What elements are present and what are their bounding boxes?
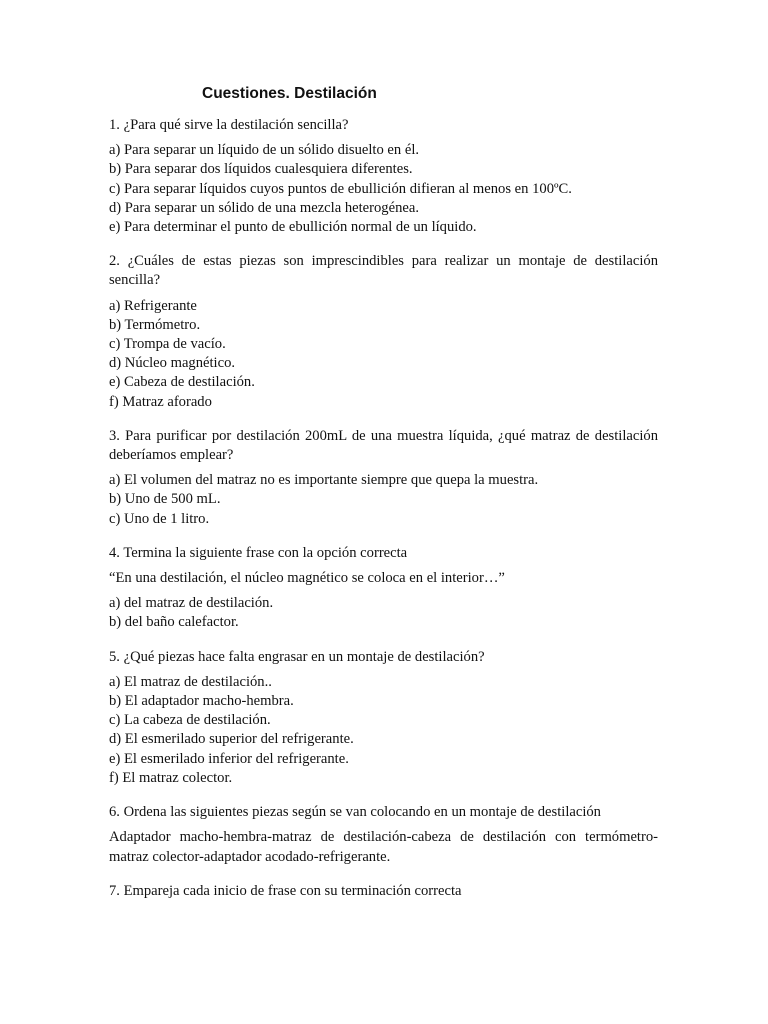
answer-option: e) Para determinar el punto de ebullición normal de un líquido. bbox=[109, 219, 477, 236]
answer-option: c) La cabeza de destilación. bbox=[109, 712, 271, 729]
answer-option: c) Uno de 1 litro. bbox=[109, 510, 210, 527]
question-prompt: 1. ¿Para qué sirve la destilación sencilla? bbox=[109, 117, 349, 133]
answer-option: b) del baño calefactor. bbox=[109, 614, 239, 631]
question-prompt: 3. Para purificar por destilación 200mL de una muestra líquida, ¿qué matraz de destilación deberíamos emplear? bbox=[109, 427, 658, 464]
question-1 bbox=[109, 116, 658, 237]
question-prompt: 5. ¿Qué piezas hace falta engrasar en un montaje de destilación? bbox=[109, 648, 485, 665]
question-prompt: 4. Termina la siguiente frase con la opción correcta bbox=[109, 544, 408, 561]
answer-option: b) Uno de 500 mL. bbox=[109, 491, 221, 508]
answer-option: a) del matraz de destilación. bbox=[109, 595, 274, 612]
answer-option: f) El matraz colector. bbox=[109, 769, 233, 786]
question-4 bbox=[109, 544, 658, 633]
question-5 bbox=[109, 648, 658, 788]
question-3 bbox=[109, 427, 658, 529]
answer-option: e) El esmerilado inferior del refrigerante. bbox=[109, 750, 349, 767]
answer-option: a) Refrigerante bbox=[109, 297, 197, 314]
answer-option: e) Cabeza de destilación. bbox=[109, 374, 255, 391]
question-list bbox=[109, 116, 658, 901]
question-2 bbox=[109, 252, 658, 412]
answer-option: f) Matraz aforado bbox=[109, 393, 212, 410]
answer-option: d) Núcleo magnético. bbox=[109, 355, 236, 372]
answer-option: b) Para separar dos líquidos cualesquiera diferentes. bbox=[109, 161, 413, 178]
answer-option: a) El volumen del matraz no es importante siempre que quepa la muestra. bbox=[109, 472, 539, 489]
answer-option: d) El esmerilado superior del refrigerante. bbox=[109, 731, 354, 748]
answer-option: c) Para separar líquidos cuyos puntos de ebullición difieran al menos en 100ºC. bbox=[109, 180, 572, 197]
question-6 bbox=[109, 803, 658, 867]
answer-option: b) Termómetro. bbox=[109, 316, 201, 333]
answer-paragraph: Adaptador macho-hembra-matraz de destilación-cabeza de destilación con termómetro-matraz colector-adaptador acodado-refrigerante. bbox=[109, 829, 658, 865]
answer-option: a) El matraz de destilación.. bbox=[109, 673, 272, 690]
question-prompt: 7. Empareja cada inicio de frase con su terminación correcta bbox=[109, 882, 462, 899]
answer-option: d) Para separar un sólido de una mezcla heterogénea. bbox=[109, 199, 419, 216]
question-prompt: 6. Ordena las siguientes piezas según se van colocando en un montaje de destilación bbox=[109, 804, 601, 821]
question-7 bbox=[109, 882, 658, 901]
answer-option: c) Trompa de vacío. bbox=[109, 336, 226, 353]
answer-option: a) Para separar un líquido de un sólido disuelto en él. bbox=[109, 142, 420, 159]
question-quote: “En una destilación, el núcleo magnético se coloca en el interior…” bbox=[109, 570, 505, 587]
page-title: Cuestiones. Destilación bbox=[202, 85, 377, 102]
question-prompt: 2. ¿Cuáles de estas piezas son imprescindibles para realizar un montaje de destilación sencilla? bbox=[109, 253, 658, 289]
answer-option: b) El adaptador macho-hembra. bbox=[109, 693, 294, 710]
